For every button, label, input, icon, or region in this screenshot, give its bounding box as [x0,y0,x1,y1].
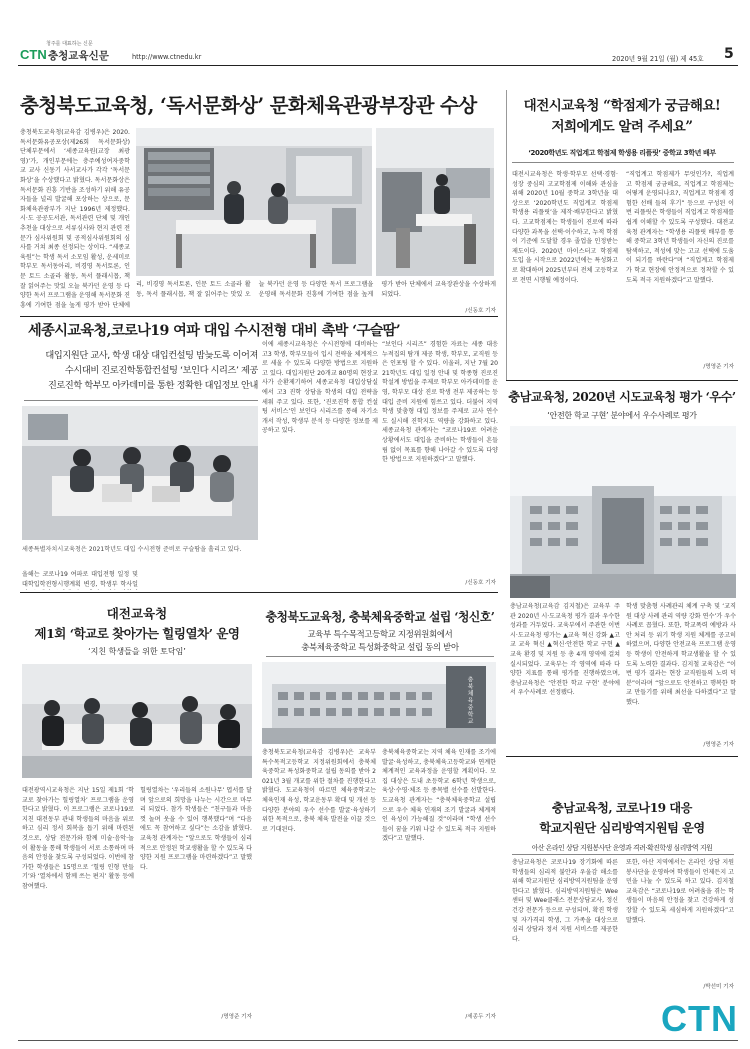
a6-body-col2: 충북체육중학교는 지역 체육 인재를 조기에 발굴·육성하고, 충북체육고등학교와 연계한 체계적인 교육과정을 운영할 계획이다. 모집 대상은 도내 초등학교 6학년 학생으로, 육상·수영·체조 등 종목별 선수를 선발한다. 도교육청 관계자는 “충북체육중학교 설립으로 우수 체육 인재의 조기 발굴과 체계적인 육성이 가능해질 것”이라며 “학생 선수들이 꿈을 키워 나갈 수 있도록 적극 지원하겠다”고 말했다. [382,749,496,843]
a3-byline: /명영준 기자 [703,364,734,370]
a6-byline: /세종두 기자 [465,1014,496,1020]
a4-subhead: ‘안전한 학교 구현’ 분야에서 우수사례로 평가 [547,411,697,420]
a4-body-col1: 충남교육청(교육감 김지철)은 교육부 주관 2020년 시·도교육청 평가 결과 우수한 성과를 거두었다. 교육부에서 주관한 이번 시·도교육청 평가는 ▲교육 혁신 강화 ▲고교 교육 혁신 ▲혁신·안전한 학교 구현 ▲교육 환경 및 지원 등 총 4개 영역에 걸쳐 실시되었다. 교육부는 각 영역에 따라 다양한 지표를 통해 평가를 진행하였으며, 충남교육청은 ‘안전한 학교 구현’ 분야에서 우수사례로 선정됐다. [510,603,620,697]
a2-sub-rule [24,400,258,401]
a4-body-col2: 학생 맞춤형 사례관리 체계 구축 및 ‘교직원 대상 사례 관리 역량 강화 연수’가 우수사례로 꼽혔다. 또한, 학교폭력 예방과 사안 처리 등 위기 학생 지원 체계를 공고히 하였으며, 다양한 안전교육 프로그램 운영 등 학생이 안전하게 학교생활을 할 수 있도록 노력한 결과다. 김지철 교육감은 “이번 평가 결과는 현장 교직원들의 노력 덕분”이라며 “앞으로도 안전하고 행복한 학교 만들기를 위해 최선을 다하겠다”고 말했다. [626,603,736,706]
a3-body-col2: “직업계고 학점제가 무엇인가?, 직업계고 학점제 궁금해요, 직업계고 학점제는 어떻게 운영되나요?, 직업계고 학점제 경험한 선배 들의 후기” 등으로 구성된 이번 리플릿은 학생들이 직업계고 학점제를 쉽게 이해할 수 있도록 구성했다. 대전교육청 관계자는 “학생용 리플릿 배부를 통해 중학교 3학년 학생들이 자신의 진로를 탐색하고, 적성에 맞는 고교 선택에 도움이 되기를 바란다”며 “직업계고 학점제가 학교 현장에 안정적으로 정착할 수 있도록 적극 지원하겠다”고 말했다. [626,171,734,284]
a6-headline: 충청북도교육청, 충북체육중학교 설립 ‘청신호’ [265,610,495,624]
a2-caption: 세종특별자치시교육청은 2021학년도 대입 수시전형 준비로 구슬땀을 흘리고 있다. [22,546,242,553]
paper-name: 충청교육신문 [48,50,109,62]
a1-library-photo [136,128,372,276]
a5-subhead: ‘지친 학생들을 위한 토닥임’ [88,647,186,656]
a3-subhead: ‘2020학년도 직업계고 학점제 학생용 리플릿’ 중학교 3학년 배부 [528,149,716,157]
a2-body-col1: 올해는 코로나19 여파로 대입전형 일정 및 대학입학전형시행계획 변경, 학생부 학사일 [22,571,138,588]
a5-body-col2: 힐링열차는 ‘우리들의 소원나무’ 엽서를 달며 앞으로의 희망을 나누는 시간으로 마무리 되었다. 참가 학생들은 “친구들과 마음껏 놀며 웃을 수 있어 행복했다”며 “다음에도 꼭 참여하고 싶다”는 소감을 밝혔다. 교육청 관계자는 “앞으로도 학생들이 심리적으로 안정된 학교생활을 할 수 있도록 다양한 지원 프로그램을 마련하겠다”고 말했다. [140,787,252,871]
footer-rule [18,1040,738,1041]
a2-counseling-photo [22,406,258,540]
a5-byline: /명영준 기자 [221,1014,252,1020]
a3-headline: 대전시교육청 “학점제가 궁금해요! 저희에게도 알려 주세요” [523,98,721,135]
a6-school-sign: 충북체육중학교 [466,675,473,725]
header-rule [18,65,738,66]
footer-ctn-logo[interactable]: CTN [661,998,738,1039]
a7-subhead: 아산 온라인 상담 지원봉사단 운영과 격려·확진학생 심리방역 지원 [531,844,713,852]
a1-byline: /신동호 기자 [465,308,496,314]
a1-library-photo-2 [376,128,494,276]
a4-headline: 충남교육청, 2020년 시도교육청 평가 ‘우수’ [508,390,736,404]
a5-kicker: 대전교육청 [106,606,168,621]
a4-byline: /명영준 기자 [703,742,734,748]
a2-body-col3: “보인다 시리즈” 경험한 자료는 세종 대응 누적집의 탐개 제공 학생, 학부모, 교직원 등은 인포팅 할 수 있다. 이울러, 지난 7월 2021학년도 대입 일정 안내 및 학종형 진로진학설계 방법을 주제로 학부모 아카데미를 운영, 학부모 대상 진로 학생 전부 제공하는 등 대입 준비 지원에 힘쓰고 있다. 더불어 지역 학생 맞춤형 대입 정보를 주제로 교사 연수도 실시해 진학지도 역량을 강화하고 있다. 세종교육청 관계자는 “코로나19로 어려운 상황에서도 대입을 준비하는 학생들이 흔들림 없이 목표를 향해 나아갈 수 있도록 다양한 방법으로 지원하겠다”고 말했다. [382,341,498,464]
a2-headline: 세종시교육청,코로나19 여파 대입 수시전형 대비 촉박 ‘구슬땀’ [28,323,401,339]
a2-bottom-rule [20,592,498,593]
site-url[interactable]: http://www.ctnedu.kr [132,53,202,61]
masthead-logo[interactable] [20,40,112,64]
a6-body-col1: 충청북도교육청(교육감 김병우)은 교육부 특수목적고등학교 지정위원회에서 충북체육중학교 특성화중학교 설립 동의를 받아 2021년 3월 개교를 위한 절차를 진행한다고 밝혔다. 도교육청이 따르면 체육중학교는 체육인재 육성, 학교운동부 확대 및 개선 등 다양한 분야의 우수 선수를 발굴·육성하기 위한 목적으로, 충북 체육 발전을 이끌 것으로 기대된다. [262,749,376,833]
a5-headline: 제1회 ‘학교로 찾아가는 힐링열차’ 운영 [34,626,240,641]
a7-byline: /박선미 기자 [703,984,734,990]
a2-byline: /신동호 기자 [465,580,496,586]
page-number: 5 [724,46,734,62]
a4-bottom-rule [506,756,738,757]
issue-date: 2020년 9월 21일 (월) 제 45호 [612,55,704,63]
a7-headline: 충남교육청, 코로나19 대응 학교지원단 심리방역지원팀 운영 [539,801,705,835]
a3-bottom-rule [506,380,738,381]
a2-body-col2: 이에 세종시교육청은 수시전형에 대비하는 고3 학생, 학부모들이 입시 전략을 체계적으로 세울 수 있도록 다양한 방법으로 지원하고 있다. 대입지원단 20개교 80명의 현장교사가 순환제기하여 세종교육청 대입상담실에서 고3 진학 상담을 학생의 대입 전략을 세워 주고 있다. 또한, ‘진로진학 통합 컨설팅 서비스’인 보인다 시리즈를 통해 자기소개서 작성, 학생부 분석 등 다양한 정보를 제공하고 있다. [262,341,378,435]
a1-body-col1: 충청북도교육청(교육감 김병우)은 2020. 독서문화유공포상(제26회 독서문화상) 단체부문에서 ‘세종교육원(교장 최광영)’가, 개인부문에는 충주예성여자중학교 교사 신동기 사서교사가 각각 ‘독서문화상’을 수상했다고 밝혔다. 독서문화상은 독서문화 진흥 기반을 조성하기 위해 유공자들을 널리 발굴해 포상하는 상으로, 문화체육관광부가 지난 1996년 제정했다. 시·도 공공도서관, 독서관련 단체 및 개인 추천을 대상으로 서류심사와 현지 관련 전문가 심사위원회 및 공적심사위원회의 심사를 거쳐 최종 선정되는 상이다. “세종교육원”는 학생 독서 소모임 활성, 운세미로 학부모 독서동아리, 비경영 독서토론, 인문 토드 소골라 활동, 독서 플래시몹, 책 잘 읽어주는 맛있 오늘 북카던 운영 등 다양한 독서 프로그램을 운영해 독서문화 진흥에 기여한 점을 높게 평가 받아 단체에 [20,129,130,308]
a7-body-col1: 충남교육청은 코로나19 장기화에 따른 학생들의 심리적 불안과 우울감 해소를 위해 학교지원단 심리방역지원팀을 운영한다고 밝혔다. 심리방역지원팀은 Wee센터 및 Wee클래스 전문상담교사, 정신건강 전문가 등으로 구성되며, 확진 학생 및 자가격리 학생, 그 가족을 대상으로 심리 상담과 정서 지원 서비스를 제공한다. [512,859,618,943]
a5-body-col1: 대전광역시교육청은 지난 15일 제1회 ‘학교로 찾아가는 힐링열차’ 프로그램을 운영한다고 밝혔다. 이 프로그램은 코로나19로 지친 대전동부 관내 학생들의 마음을 위로하고 심리 정서 회복을 돕기 위해 마련된 것으로, 상담 전문가와 함께 미술·음악·놀이 활동을 통해 학생들이 서로 소통하며 마음의 안정을 찾도록 구성되었다. 이번에 참가한 학생들은 15명으로 ‘힐링 인형 만들기’와 ‘열차에서 함께 쓰는 편지’ 활동 등에 참여했다. [22,787,134,890]
a7-sub-rule [512,854,734,855]
a4-building-photo [510,426,736,598]
masthead-tagline: 청주를 대표하는 신문 [46,41,93,47]
a1-headline: 충청북도교육청, ‘독서문화상’ 문화체육관광부장관 수상 [20,94,477,117]
a3-body-col1: 대전시교육청은 학생·학부모 선택·경험·성장 중심의 고교학점제 이해와 관심을 위해 2020년 10월 중학교 3학년을 대상으로 ‘2020학년도 직업계고 학점제 학생용 리플릿’을 제작·배부한다고 밝혔다. 고교학점제는 학생들이 진로에 따라 다양한 과목을 선택·이수하고, 누적 학점이 기준에 도달할 경우 졸업을 인정받는 제도이다. 2020년 마이스터고 학점제 도입 을 시작으로 2022년에는 특성화고로 확대하며 2025년부터 전체 고등학교로 전면 시행될 예정이다. [512,171,618,284]
a6-sub-rule [266,656,494,657]
a1-body-col2: 리, 비경영 독서토론, 인문 토드 소골라 활동, 독서 플래시몹, 책 잘 읽어주는 맛있 오늘 북카던 운영 등 다양한 독서 프로그램을 운영해 독서문화 진흥에 기여한 점을 높게 평가 받아 단체에서 교육장관상을 수상하게 되었다. [136,281,496,298]
a1-bottom-rule [20,316,498,317]
a5-healing-photo [22,664,252,778]
a3-sub-rule [512,162,734,163]
a7-body-col2: 또한, 아산 지역에서는 온라인 상담 지원봉사단을 운영하여 학생들이 언제든지 고민을 나눌 수 있도록 하고 있다. 김지철 교육감은 “코로나19로 어려움을 겪는 학생들이 마음의 안정을 찾고 건강하게 성장할 수 있도록 세심하게 지원하겠다”고 말했다. [626,859,734,924]
ctn-mark: CTN [20,47,47,62]
a6-subhead: 교육부 특수목적고등학교 지정위원회에서 충북체육중학교 특성화중학교 설립 동의 받아 [301,629,459,652]
a2-subhead: 대입지원단 교사, 학생 대상 대입컨설팅 밤늦도록 이어져 수시대비 진로진학통합컨설팅 ‘보인다 시리즈’ 제공 진로진학 학부모 아카데미를 통한 정확한 대입정보 안내 [45,350,258,391]
